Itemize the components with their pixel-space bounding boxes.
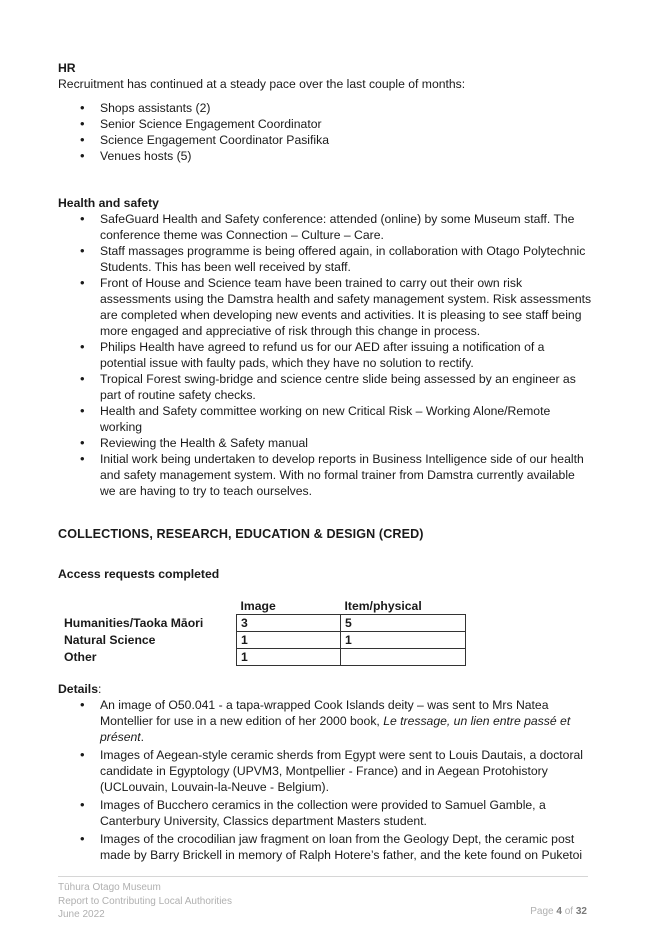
hr-intro: Recruitment has continued at a steady pace over the last couple of months: (58, 77, 466, 91)
book-title: Le tressage, un lien entre passé et présent (100, 714, 571, 744)
health-list (58, 211, 593, 499)
footer-date: June 2022 (58, 909, 105, 920)
table-header-row (58, 598, 466, 615)
list-item: • Health and Safety committee working on new Critical Risk – Working Alone/Remote working (58, 403, 593, 435)
list-item: • Tropical Forest swing-bridge and science centre slide being assessed by an engineer as part of routine safety checks. (58, 371, 593, 403)
cell-item: 1 (341, 632, 466, 649)
list-item: • Philips Health have agreed to refund us for our AED after issuing a notification of a potential issue with faulty pads, which they have no solution to rectify. (58, 339, 593, 371)
list-item: • An image of O50.041 - a tapa-wrapped Cook Islands deity – was sent to Mrs Natea Montellier for use in a new edition of her 2000 book, Le tressage, un lien entre passé et présent. (58, 697, 593, 745)
cell-item (341, 649, 466, 666)
list-item: • Front of House and Science team have been trained to carry out their own risk assessments using the Damstra health and safety management system. Risk assessments are completed when developing new events and activities. It is pleasing to see staff being more engaged and appreciative of risk through this change in process. (58, 275, 593, 339)
table-row (58, 632, 466, 649)
column-header-item: Item/physical (344, 599, 422, 613)
table-row (58, 649, 466, 666)
list-item: • Shops assistants (2) (58, 100, 598, 116)
cell-image: 1 (237, 632, 341, 649)
details-heading: Details: (58, 682, 102, 696)
column-header-image: Image (240, 599, 276, 613)
list-item: • Senior Science Engagement Coordinator (58, 116, 598, 132)
details-section (58, 681, 593, 863)
details-list (58, 697, 593, 863)
footer-org: Tūhura Otago Museum (58, 882, 161, 893)
list-item: • SafeGuard Health and Safety conference: attended (online) by some Museum staff. The conference theme was Connection – Culture – Care. (58, 211, 593, 243)
hr-list (58, 100, 598, 164)
page-footer (58, 876, 588, 922)
list-item: • Venues hosts (5) (58, 148, 598, 164)
row-label: Other (64, 650, 97, 664)
list-item: • Science Engagement Coordinator Pasifika (58, 132, 598, 148)
health-heading: Health and safety (58, 196, 159, 210)
footer-report: Report to Contributing Local Authorities (58, 895, 232, 907)
hr-heading: HR (58, 61, 76, 75)
list-item: • Reviewing the Health & Safety manual (58, 435, 593, 451)
access-requests-table (58, 598, 466, 666)
health-safety-section (58, 195, 593, 499)
list-item: • Staff massages programme is being offered again, in collaboration with Otago Polytechnic Students. This has been well received by staff. (58, 243, 593, 275)
row-label: Humanities/Taoka Māori (64, 616, 204, 630)
page-number: Page 4 of 32 (530, 906, 587, 917)
cred-heading: COLLECTIONS, RESEARCH, EDUCATION & DESIGN (CRED) (58, 527, 424, 541)
list-item: • Images of the crocodilian jaw fragment on loan from the Geology Dept, the ceramic post made by Barry Brickell in memory of Ralph Hotere’s father, and the kete found on Puketoi (58, 831, 593, 863)
list-item: • Images of Aegean-style ceramic sherds from Egypt were sent to Louis Dautais, a doctoral candidate in Egyptology (UPVM3, Montpellier - France) and in Aegean Protohistory (UCLouvain, Louvain-la-Neuve - Belgium). (58, 747, 593, 795)
hr-section (58, 60, 598, 164)
cell-image: 3 (237, 615, 341, 632)
list-item: • Images of Bucchero ceramics in the collection were provided to Samuel Gamble, a Canterbury University, Classics department Masters student. (58, 797, 593, 829)
list-item: • Initial work being undertaken to develop reports in Business Intelligence side of our health and safety management system. With no formal trainer from Damstra currently available we are having to try to teach ourselves. (58, 451, 593, 499)
cell-image: 1 (237, 649, 341, 666)
row-label: Natural Science (64, 633, 156, 647)
table-row (58, 615, 466, 632)
cell-item: 5 (341, 615, 466, 632)
access-heading: Access requests completed (58, 567, 220, 581)
